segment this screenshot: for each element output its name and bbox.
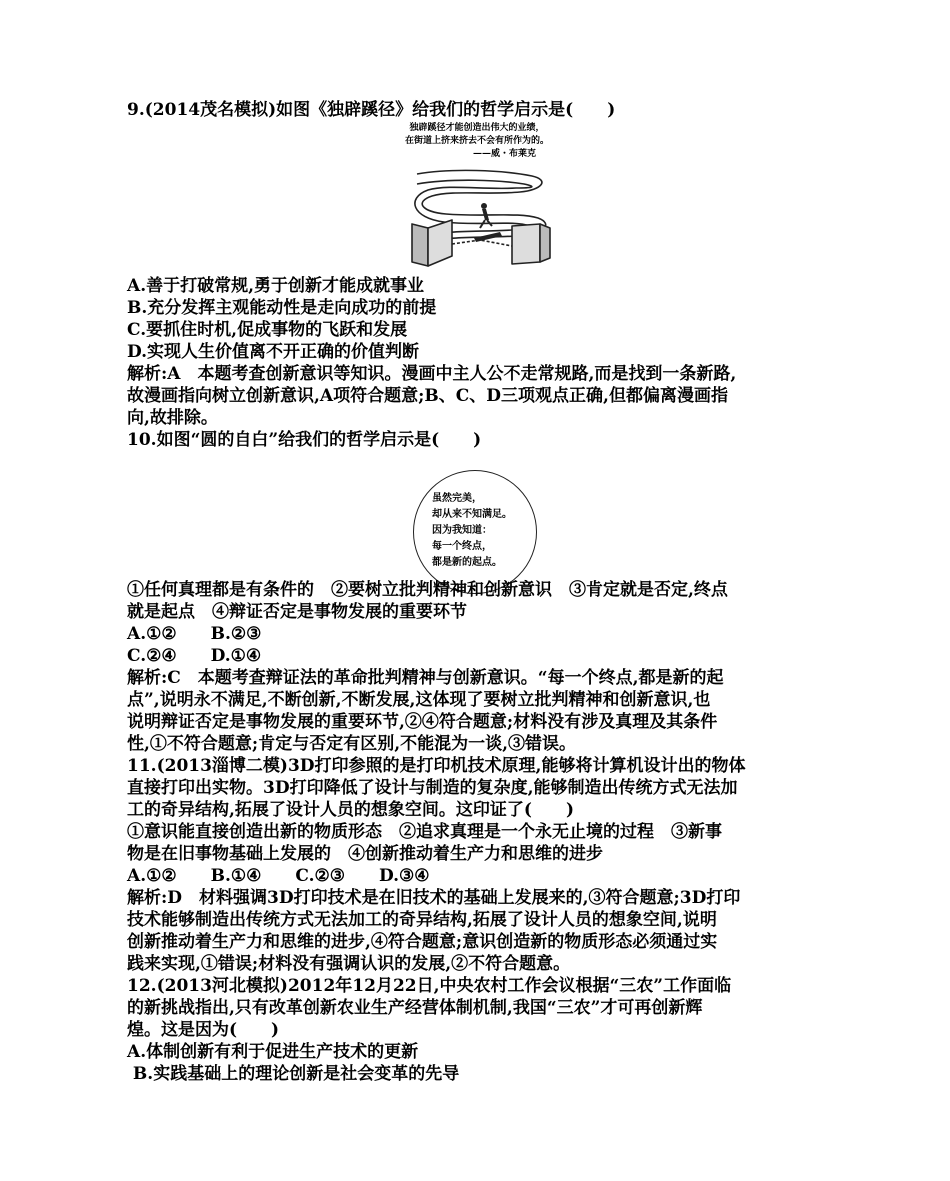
q11-analysis: 解析:D 材料强调3D打印技术是在旧技术的基础上发展来的,③符合题意;3D打印: [127, 888, 741, 908]
q11-analysis: 技术能够制造出传统方式无法加工的奇异结构,拓展了设计人员的想象空间,说明: [127, 910, 717, 930]
q11-stem: 11.(2013淄博二模)3D打印参照的是打印机技术原理,能够将计算机设计出的物体: [127, 756, 746, 776]
q12-option-b: B.实践基础上的理论创新是社会变革的先导: [127, 1064, 460, 1084]
q11-stem: 直接打印出实物。3D打印降低了设计与制造的复杂度,能够制造出传统方式无法加: [127, 778, 738, 798]
maze-illustration: [392, 166, 562, 270]
cartoon-figure-maze: [392, 122, 562, 270]
q10-analysis: 点”,说明永不满足,不断创新,不断发展,这体现了要树立批判精神和创新意识,也: [127, 690, 711, 710]
q10-options: C.②④ D.①④: [127, 646, 262, 666]
q10-analysis: 性,①不符合题意;肯定与否定有区别,不能混为一谈,③错误。: [127, 734, 577, 754]
q12-stem: 煌。这是因为( ): [127, 1020, 280, 1040]
q10-options: A.①② B.②③: [127, 624, 262, 644]
caption-signature: ——威・布莱克: [472, 149, 536, 159]
caption-line: 独辟蹊径才能创造出伟大的业绩，: [409, 123, 545, 133]
q9-option-b: B.充分发挥主观能动性是走向成功的前提: [127, 298, 437, 318]
q10-statements: 就是起点 ④辩证否定是事物发展的重要环节: [127, 602, 467, 622]
q10-statements: ①任何真理都是有条件的 ②要树立批判精神和创新意识 ③肯定就是否定,终点: [127, 580, 728, 600]
circle-text-line: 每一个终点，: [432, 541, 492, 552]
q9-analysis: 向,故排除。: [127, 408, 218, 428]
q11-statements: 物是在旧事物基础上发展的 ④创新推动着生产力和思维的进步: [127, 844, 603, 864]
circle-figure: [413, 470, 537, 594]
q9-option-d: D.实现人生价值离不开正确的价值判断: [127, 342, 420, 362]
circle-text-line: 虽然完美，: [432, 493, 482, 504]
q11-analysis: 践来实现,①错误;材料没有强调认识的发展,②不符合题意。: [127, 954, 571, 974]
q12-stem: 的新挑战指出,只有改革创新农业生产经营体制机制,我国“三农”才可再创新辉: [127, 998, 703, 1018]
q11-analysis: 创新推动着生产力和思维的进步,④符合题意;意识创造新的物质形态必须通过实: [127, 932, 718, 952]
q11-statements: ①意识能直接创造出新的物质形态 ②追求真理是一个永无止境的过程 ③新事: [127, 822, 722, 842]
q9-analysis: 故漫画指向树立创新意识,A项符合题意;B、C、D三项观点正确,但都偏离漫画指: [127, 386, 728, 406]
q10-analysis: 解析:C 本题考查辩证法的革命批判精神与创新意识。“每一个终点,都是新的起: [127, 668, 724, 688]
circle-text-line: 因为我知道：: [432, 525, 492, 536]
circle-text-line: 都是新的起点。: [432, 557, 502, 568]
q12-option-a: A.体制创新有利于促进生产技术的更新: [127, 1042, 419, 1062]
circle-text: [432, 491, 512, 571]
q9-option-a: A.善于打破常规,勇于创新才能成就事业: [127, 276, 425, 296]
q11-stem: 工的奇异结构,拓展了设计人员的想象空间。这印证了( ): [127, 800, 575, 820]
q9-stem: 9.(2014茂名模拟)如图《独辟蹊径》给我们的哲学启示是( ): [127, 100, 616, 120]
q12-stem: 12.(2013河北模拟)2012年12月22日,中央农村工作会议根据“三农”工作面临: [127, 976, 732, 996]
circle-text-line: 却从来不知满足。: [432, 509, 512, 520]
cartoon-caption: [392, 122, 562, 161]
caption-line: 在街道上挤来挤去不会有所作为的。: [404, 136, 549, 146]
q9-option-c: C.要抓住时机,促成事物的飞跃和发展: [127, 320, 408, 340]
q10-stem: 10.如图“圆的自白”给我们的哲学启示是( ): [127, 430, 482, 450]
q10-analysis: 说明辩证否定是事物发展的重要环节,②④符合题意;材料没有涉及真理及其条件: [127, 712, 718, 732]
q11-options: A.①② B.①④ C.②③ D.③④: [127, 866, 430, 886]
q9-analysis: 解析:A 本题考查创新意识等知识。漫画中主人公不走常规路,而是找到一条新路,: [127, 364, 737, 384]
